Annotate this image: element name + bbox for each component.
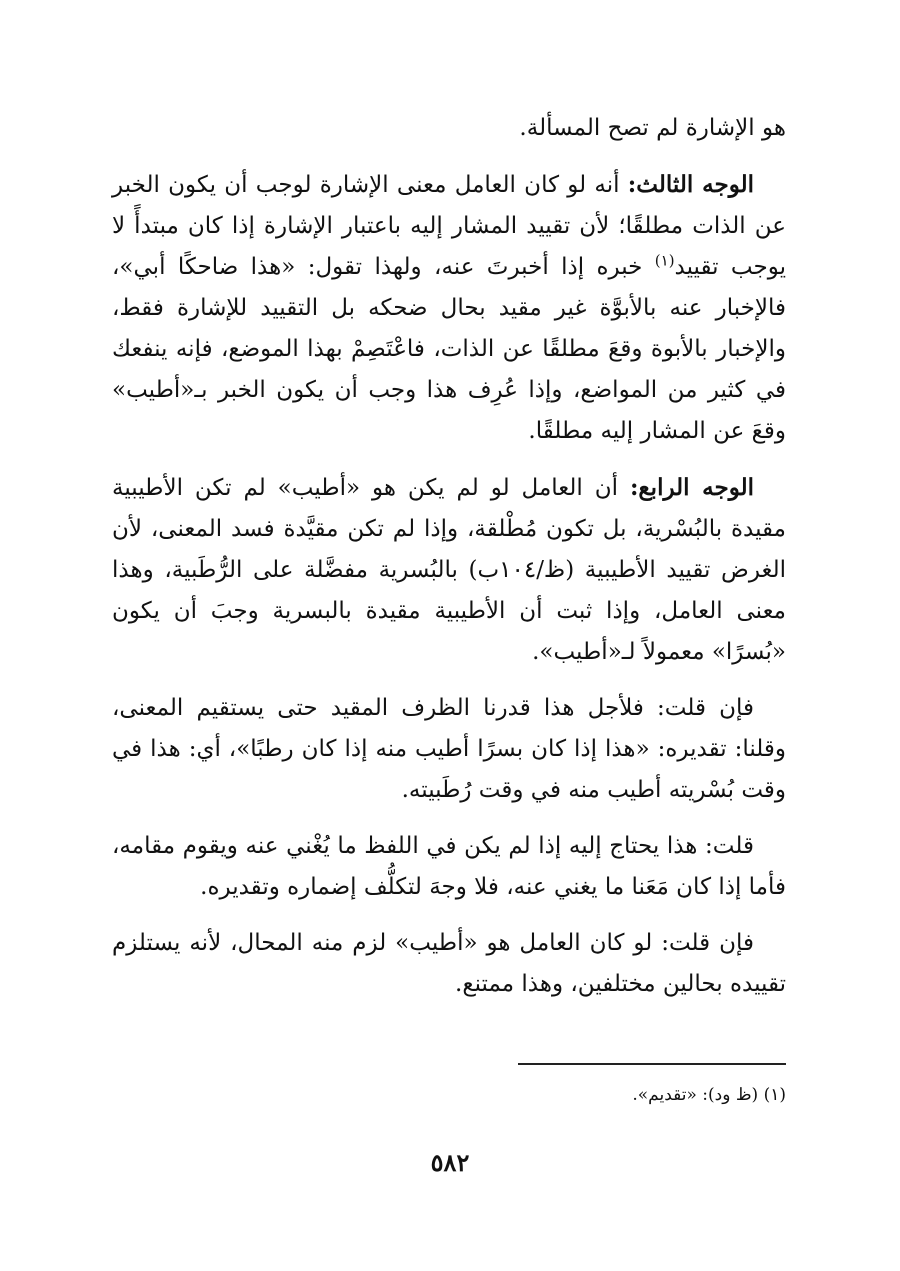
paragraph-continuation: هو الإشارة لم تصح المسألة. xyxy=(519,115,786,141)
paragraph-objection-two: فإن قلت: لو كان العامل هو «أطيب» لزم منه المحال، لأنه يستلزم تقييده بحالين مختلفين، وهذا ممتنع. xyxy=(112,930,786,997)
footnote: (١) (ظ ود): «تقديم». xyxy=(632,1085,786,1105)
third-aspect-heading: الوجه الثالث: xyxy=(627,171,755,198)
paragraph-third-aspect xyxy=(112,164,786,452)
footnote-reference: (١) xyxy=(654,251,675,270)
paragraph-reply: قلت: هذا يحتاج إليه إذا لم يكن في اللفظ ما يُغْني عنه ويقوم مقامه، فأما إذا كان مَعَنا ما يغني عنه، فلا وجهَ لتكلُّف إضماره وتقديره. xyxy=(112,833,786,900)
footnote-separator xyxy=(518,1063,786,1065)
page-number: ٥٨٢ xyxy=(430,1148,470,1177)
third-aspect-text-start: أنه لو كان العامل معنى الإشارة لوجب أن يكون الخبر عن الذات مطلقًا؛ لأن تقييد المشار إليه باعتبار الإشارة إذا كان مبتدأً لا يوجب تقييد xyxy=(112,172,786,280)
third-aspect-text-end: خبره إذا أخبرتَ عنه، ولهذا تقول: «هذا ضاحكًا أبي»، فالإخبار عنه بالأبوَّة غير مقيد بحال ضحكه بل التقييد للإشارة فقط، والإخبار بالأبوة وقعَ مطلقًا عن الذات، فاعْتَصِمْ بهذا الموضع، فإنه ينفعك في كثير من المواضع، وإذا عُرِف هذا وجب أن يكون الخبر بـ«أطيب» وقعَ عن المشار إليه مطلقًا. xyxy=(112,254,786,444)
fourth-aspect-heading: الوجه الرابع: xyxy=(629,474,755,501)
paragraph-fourth-aspect xyxy=(112,467,786,673)
fourth-aspect-text: أن العامل لو لم يكن هو «أطيب» لم تكن الأطيبية مقيدة بالبُسْرية، بل تكون مُطْلقة، وإذا لم تكن مقيَّدة فسد المعنى، لأن الغرض تقييد الأطيبية (ظ/١٠٤ب) بالبُسرية مفضَّلة على الرُّطَبية، وهذا معنى العامل، وإذا ثبت أن الأطيبية مقيدة بالبسرية وجبَ أن يكون «بُسرًا» معمولاً لـ«أطيب». xyxy=(112,475,786,665)
paragraph-objection-one: فإن قلت: فلأجل هذا قدرنا الظرف المقيد حتى يستقيم المعنى، وقلنا: تقديره: «هذا إذا كان بسرًا أطيب منه إذا كان رطبًا»، أي: هذا في وقت بُسْريته أطيب منه في وقت رُطَبيته. xyxy=(112,695,786,803)
page-body xyxy=(112,108,786,1020)
